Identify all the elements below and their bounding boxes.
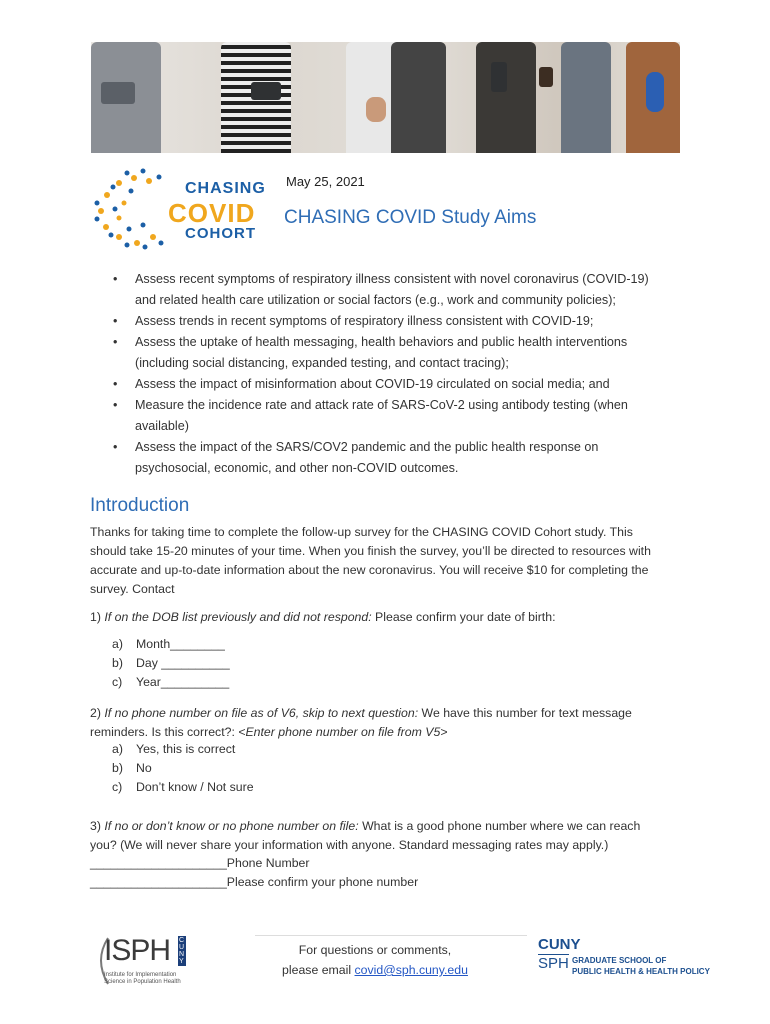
option-item bbox=[112, 675, 229, 689]
option-marker: c) bbox=[112, 780, 123, 794]
option-label: Month________ bbox=[136, 637, 225, 651]
aim-line: Assess the impact of misinformation about COVID-19 circulated on social media; and bbox=[135, 377, 610, 391]
section-heading-introduction: Introduction bbox=[90, 495, 190, 516]
intro-line: Thanks for taking time to complete the follow-up survey for the CHASING COVID Cohort study. This bbox=[90, 525, 633, 539]
isph-tagline: Science in Population Health bbox=[104, 979, 181, 985]
question-2-line2 bbox=[90, 723, 690, 742]
email-link[interactable]: covid@sph.cuny.edu bbox=[354, 963, 468, 977]
logo-text-chasing: CHASING bbox=[185, 180, 266, 197]
confirm-phone-blank: ____________________Please confirm your phone number bbox=[90, 875, 419, 889]
cuny-sph-logo bbox=[538, 936, 710, 986]
question-placeholder: <Enter phone number on file from V5> bbox=[238, 725, 448, 739]
cuny-logo-text: CUNY bbox=[538, 936, 581, 953]
aim-line: (including social distancing, expanded testing, and contact tracing); bbox=[135, 356, 509, 370]
question-number: 1) bbox=[90, 610, 105, 624]
bullet: • bbox=[113, 335, 118, 349]
option-item bbox=[112, 761, 152, 775]
phone-number-blank: ____________________Phone Number bbox=[90, 856, 310, 870]
isph-cuny-text: CUNY bbox=[179, 937, 185, 965]
intro-line: survey. Contact bbox=[90, 582, 175, 596]
option-item bbox=[112, 780, 254, 794]
bullet: • bbox=[113, 440, 118, 454]
aim-line: Assess recent symptoms of respiratory illness consistent with novel coronavirus (COVID-19) bbox=[135, 272, 649, 286]
school-name-line: GRADUATE SCHOOL OF bbox=[572, 956, 667, 965]
contact-line bbox=[255, 960, 495, 980]
question-condition: If no or don’t know or no phone number on file: bbox=[104, 819, 359, 833]
option-label: Yes, this is correct bbox=[136, 742, 236, 756]
question-text: We have this number for text message bbox=[418, 706, 632, 720]
logo-text-cohort: COHORT bbox=[185, 225, 256, 242]
option-item bbox=[112, 656, 230, 670]
option-item bbox=[112, 742, 235, 756]
bullet: • bbox=[113, 377, 118, 391]
question-3 bbox=[90, 817, 690, 836]
intro-line: accurate and up-to-date information about the new coronavirus. You will receive $10 for completing the bbox=[90, 563, 649, 577]
aim-line: and related health care utilization or social factors (e.g., work and community policies); bbox=[135, 293, 616, 307]
question-1 bbox=[90, 608, 690, 627]
school-name-line: PUBLIC HEALTH & HEALTH POLICY bbox=[572, 967, 710, 976]
document-date: May 25, 2021 bbox=[286, 174, 365, 189]
option-marker: b) bbox=[112, 656, 123, 670]
option-marker: c) bbox=[112, 675, 123, 689]
logo-text-covid: COVID bbox=[168, 198, 256, 228]
isph-logo-icon bbox=[92, 934, 192, 988]
aim-line: Assess trends in recent symptoms of respiratory illness consistent with COVID-19; bbox=[135, 314, 594, 328]
option-label: Don’t know / Not sure bbox=[136, 780, 254, 794]
aim-line: psychosocial, economic, and other non-COVID outcomes. bbox=[135, 461, 459, 475]
contact-info bbox=[255, 940, 495, 980]
aim-line: Assess the uptake of health messaging, health behaviors and public health interventions bbox=[135, 335, 628, 349]
header-photo bbox=[91, 42, 680, 153]
bullet: • bbox=[113, 314, 118, 328]
contact-line: For questions or comments, bbox=[298, 943, 452, 957]
aim-line: available) bbox=[135, 419, 189, 433]
footer-divider bbox=[255, 935, 527, 936]
page-title: CHASING COVID Study Aims bbox=[284, 207, 537, 228]
question-number: 2) bbox=[90, 706, 105, 720]
bullet: • bbox=[113, 272, 118, 286]
option-item bbox=[112, 637, 225, 651]
option-marker: a) bbox=[112, 742, 123, 756]
bullet: • bbox=[113, 398, 118, 412]
question-3-line2: you? (We will never share your information with anyone. Standard messaging rates may apply.) bbox=[90, 838, 609, 852]
question-condition: If on the DOB list previously and did not respond: bbox=[104, 610, 372, 624]
option-label: Year__________ bbox=[136, 675, 230, 689]
isph-logo-text: ISPH bbox=[104, 934, 171, 967]
sph-logo-text: SPH bbox=[538, 955, 569, 972]
aim-line: Measure the incidence rate and attack rate of SARS-CoV-2 using antibody testing (when bbox=[135, 398, 628, 412]
question-number: 3) bbox=[90, 819, 105, 833]
question-condition: If no phone number on file as of V6, skip to next question: bbox=[104, 706, 419, 720]
option-marker: b) bbox=[112, 761, 123, 775]
question-text: What is a good phone number where we can reach bbox=[358, 819, 641, 833]
contact-prefix: please email bbox=[282, 963, 355, 977]
question-text: Please confirm your date of birth: bbox=[371, 610, 556, 624]
isph-tagline: Institute for Implementation bbox=[104, 972, 177, 978]
question-text: reminders. Is this correct?: bbox=[90, 725, 239, 739]
aim-line: Assess the impact of the SARS/COV2 pandemic and the public health response on bbox=[135, 440, 599, 454]
intro-line: should take 15-20 minutes of your time. When you finish the survey, you’ll be directed to resources with bbox=[90, 544, 651, 558]
option-marker: a) bbox=[112, 637, 123, 651]
option-label: Day __________ bbox=[136, 656, 230, 670]
option-label: No bbox=[136, 761, 152, 775]
question-2 bbox=[90, 704, 690, 723]
